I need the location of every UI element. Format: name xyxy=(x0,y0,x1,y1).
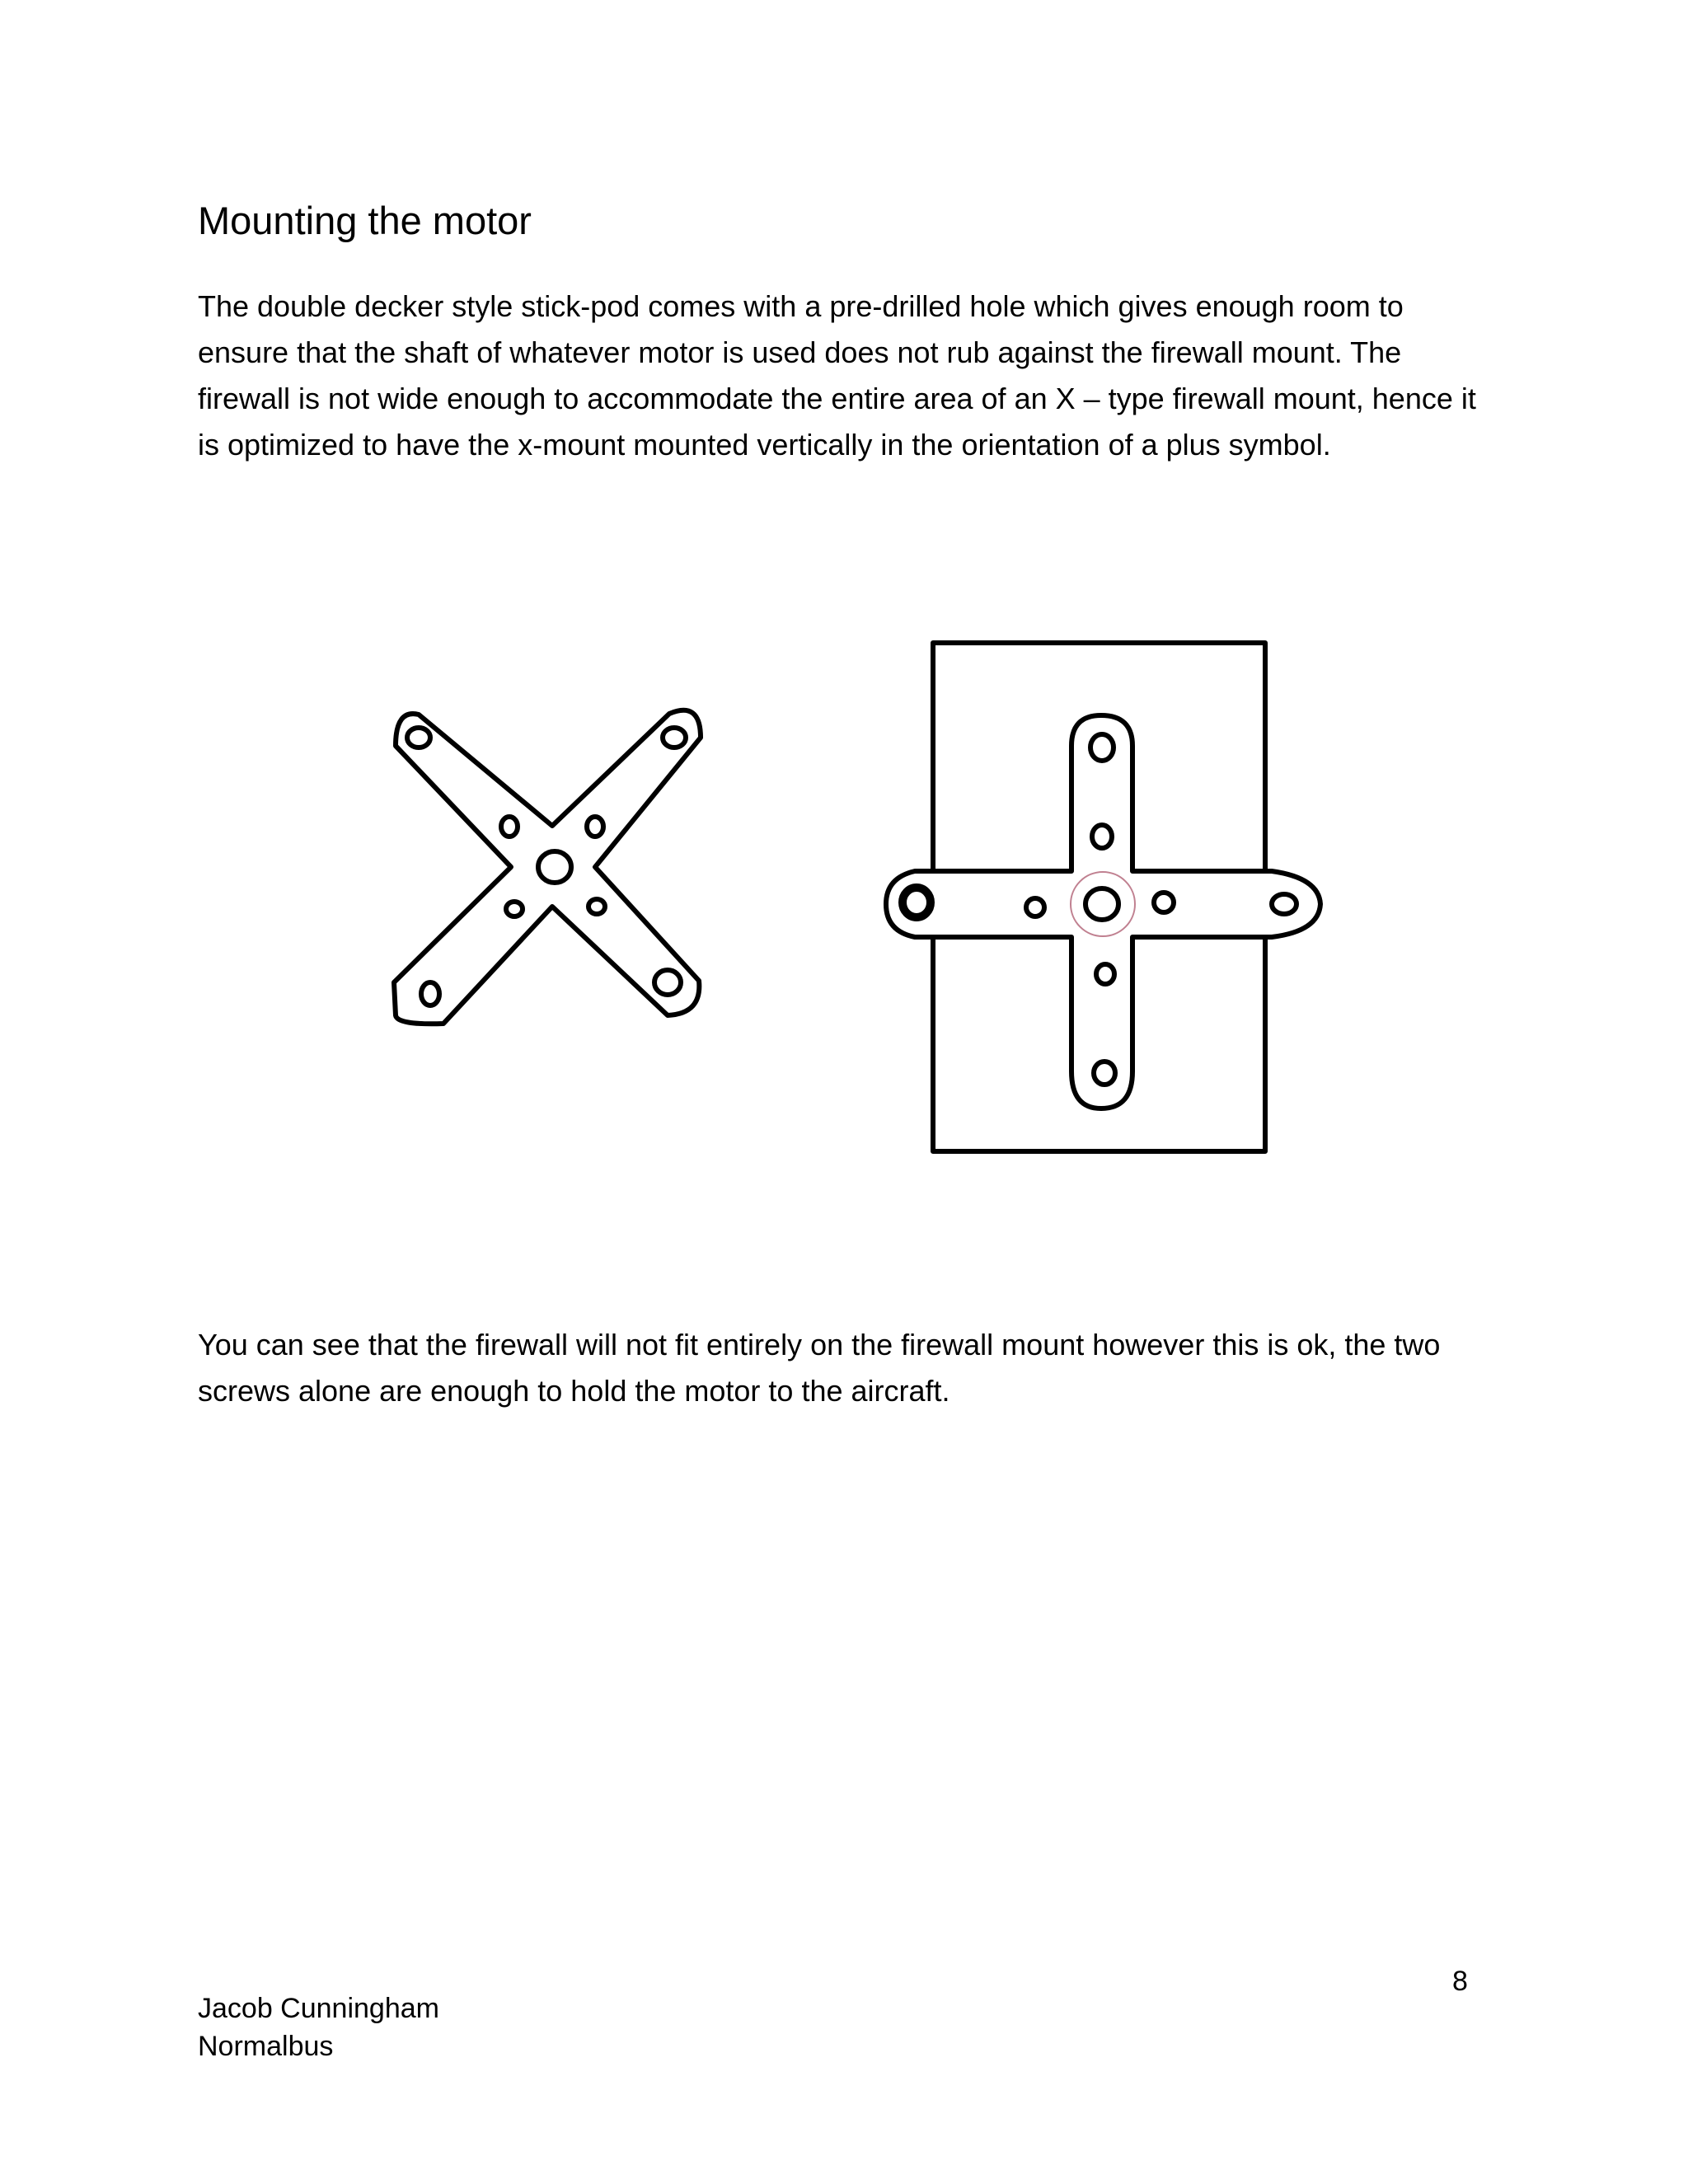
x-mount-hole-bottom-right xyxy=(654,970,681,995)
x-mount-hole-bottom-left xyxy=(421,982,439,1005)
plus-mount-hole-right-inner xyxy=(1154,893,1174,912)
page-number: 8 xyxy=(1452,1966,1468,1997)
x-mount-hole-top-right xyxy=(663,728,686,748)
plus-mount-hole-bottom-inner xyxy=(1096,964,1114,984)
plus-mount-outline xyxy=(886,715,1320,1108)
x-mount-outline xyxy=(394,710,701,1024)
plus-mount-hole-left-inner xyxy=(1026,898,1044,916)
x-mount-hole-inner-3 xyxy=(506,902,523,916)
x-mount-hole-top-left xyxy=(407,728,430,748)
x-mount-hole-inner-4 xyxy=(588,899,605,914)
firewall-rectangle xyxy=(933,643,1265,1151)
firewall-mount-drawing xyxy=(886,643,1320,1151)
plus-mount-center-ring xyxy=(1071,872,1135,936)
plus-mount-hole-left-outer xyxy=(903,888,931,917)
footer-author: Jacob Cunningham xyxy=(198,1993,439,2024)
x-mount-center-hole xyxy=(538,851,571,883)
body-paragraph-2: You can see that the firewall will not fit entirely on the firewall mount however this is ok, the two screws alone are enough to hold the motor to the aircraft. xyxy=(198,1328,1441,1408)
x-mount-hole-inner-1 xyxy=(501,817,518,837)
body-paragraph-1: The double decker style stick-pod comes with a pre-drilled hole which gives enough room to ensure that the shaft of whatever motor is used does not rub against the firewall mount. The firewall is not wide enough to accommodate the entire area of an X – type firewall mount, hence it is optimized to have the x-mount mounted vertically in the orientation of a plus symbol. xyxy=(198,289,1476,462)
plus-mount-hole-bottom-outer xyxy=(1094,1062,1115,1085)
section-heading: Mounting the motor xyxy=(198,199,532,242)
x-mount-hole-inner-2 xyxy=(587,817,603,837)
plus-mount-hole-right-outer xyxy=(1272,894,1296,914)
page-footer xyxy=(198,1990,439,2065)
plus-mount-center-hole xyxy=(1085,888,1118,920)
x-mount-drawing xyxy=(394,710,701,1024)
plus-mount-hole-top-inner xyxy=(1092,825,1112,848)
footer-organization: Normalbus xyxy=(198,2031,334,2062)
plus-mount-hole-top-outer xyxy=(1090,734,1114,761)
